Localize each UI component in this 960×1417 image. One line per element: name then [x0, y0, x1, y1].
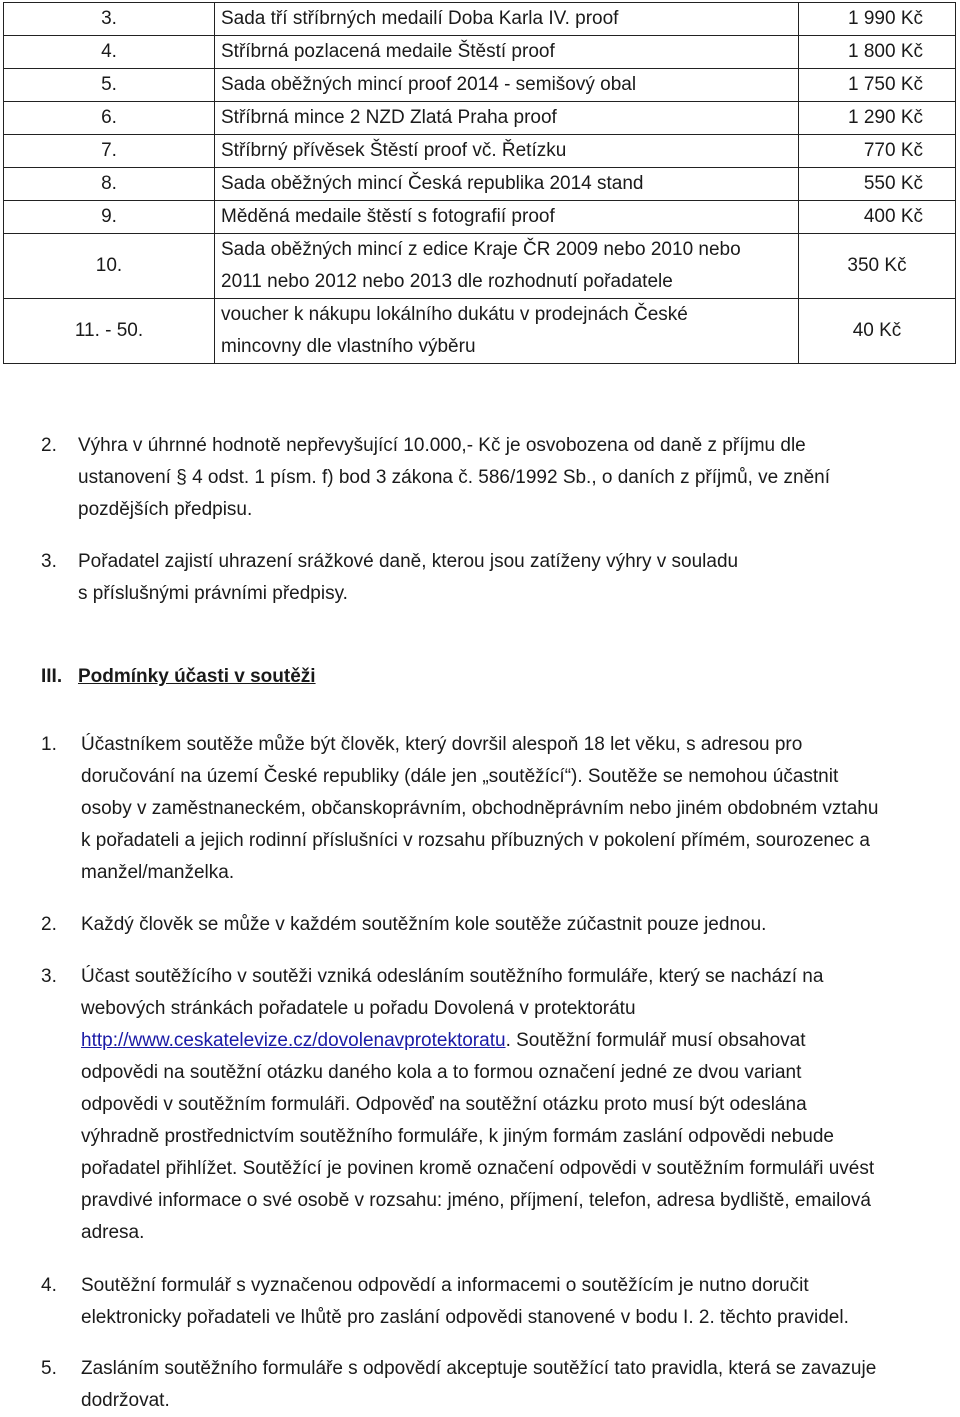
- condition-line: adresa.: [81, 1222, 145, 1243]
- paragraph-text: [78, 430, 918, 526]
- condition-line: Každý člověk se může v každém soutěžním kole soutěže zúčastnit pouze jednou.: [81, 914, 767, 935]
- condition-line: odpovědi v soutěžním formuláři. Odpověď na soutěžní otázku proto musí být odeslána: [81, 1094, 807, 1115]
- condition-line: k pořadateli a jejich rodinní příslušníci v rozsahu příbuzných v pokolení přímém, sourozenec a: [81, 830, 870, 851]
- table-row: [4, 3, 956, 36]
- prize-price: 1 750 Kč: [799, 69, 956, 102]
- prize-price: 1 990 Kč: [799, 3, 956, 36]
- condition-text: [81, 961, 957, 1249]
- table-row: [4, 168, 956, 201]
- condition-number: 1.: [41, 734, 57, 755]
- paragraph-text: [78, 546, 918, 610]
- prize-number: 7.: [4, 135, 215, 168]
- prize-number: 9.: [4, 201, 215, 234]
- condition-line: osoby v zaměstnaneckém, občanskoprávním, obchodněprávním nebo jiném obdobném vztahu: [81, 798, 879, 819]
- table-row: [4, 299, 956, 364]
- condition-number: 3.: [41, 966, 57, 987]
- prize-description-line: 2011 nebo 2012 nebo 2013 dle rozhodnutí pořadatele: [221, 271, 673, 292]
- condition-line: výhradně prostřednictvím soutěžního formuláře, k jiným formám zaslání odpovědi nebude: [81, 1126, 834, 1147]
- table-row: [4, 201, 956, 234]
- condition-line-rest: . Soutěžní formulář musí obsahovat: [505, 1030, 806, 1051]
- prize-table: [3, 2, 956, 364]
- prize-number: 4.: [4, 36, 215, 69]
- prize-description: Stříbrná mince 2 NZD Zlatá Praha proof: [215, 102, 799, 135]
- section-number: III.: [41, 666, 63, 687]
- paragraph-line: s příslušnými právními předpisy.: [78, 583, 348, 604]
- prize-description-line: voucher k nákupu lokálního dukátu v prodejnách České: [221, 304, 688, 325]
- condition-line: pořadatel přihlížet. Soutěžící je povinen kromě označení odpovědi v soutěžním formuláři uvést: [81, 1158, 875, 1179]
- condition-number: 5.: [41, 1358, 57, 1379]
- prize-description: Stříbrný přívěsek Štěstí proof vč. Řetízku: [215, 135, 799, 168]
- prize-description: Stříbrná pozlacená medaile Štěstí proof: [215, 36, 799, 69]
- condition-line: pravdivé informace o své osobě v rozsahu: jméno, příjmení, telefon, adresa bydliště, emailová: [81, 1190, 871, 1211]
- prize-description: Sada oběžných mincí proof 2014 - semišový obal: [215, 69, 799, 102]
- condition-text: [81, 729, 957, 889]
- prize-price: 1 800 Kč: [799, 36, 956, 69]
- prize-description: Měděná medaile štěstí s fotografií proof: [215, 201, 799, 234]
- condition-line: dodržovat.: [81, 1390, 170, 1411]
- prize-number: 10.: [4, 234, 215, 299]
- prize-price: 400 Kč: [799, 201, 956, 234]
- condition-line: webových stránkách pořadatele u pořadu Dovolená v protektorátu: [81, 998, 636, 1019]
- prize-description-line: mincovny dle vlastního výběru: [221, 336, 476, 357]
- section-title: Podmínky účasti v soutěži: [78, 666, 316, 687]
- table-row: [4, 102, 956, 135]
- prize-price: 40 Kč: [799, 299, 956, 364]
- condition-line: manžel/manželka.: [81, 862, 235, 883]
- prize-description: Sada oběžných mincí Česká republika 2014 stand: [215, 168, 799, 201]
- condition-line: doručování na území České republiky (dále jen „soutěžící“). Soutěže se nemohou účastnit: [81, 766, 839, 787]
- prize-price: 350 Kč: [799, 234, 956, 299]
- table-row: [4, 36, 956, 69]
- condition-line: elektronicky pořadateli ve lhůtě pro zaslání odpovědi stanovené v bodu I. 2. těchto pravidel.: [81, 1307, 849, 1328]
- prize-price: 550 Kč: [799, 168, 956, 201]
- condition-number: 2.: [41, 914, 57, 935]
- prize-number: 3.: [4, 3, 215, 36]
- condition-line: Zasláním soutěžního formuláře s odpovědí akceptuje soutěžící tato pravidla, která se zavazuje: [81, 1358, 877, 1379]
- condition-text: [81, 909, 957, 941]
- prize-description: [215, 234, 799, 299]
- table-row: [4, 234, 956, 299]
- condition-line: [81, 1025, 957, 1057]
- paragraph-line: ustanovení § 4 odst. 1 písm. f) bod 3 zákona č. 586/1992 Sb., o daních z příjmů, ve znění: [78, 467, 831, 488]
- prize-description-line: Sada oběžných mincí z edice Kraje ČR 2009 nebo 2010 nebo: [221, 239, 741, 260]
- prize-number: 11. - 50.: [4, 299, 215, 364]
- prize-description: [215, 299, 799, 364]
- contest-form-link[interactable]: http://www.ceskatelevize.cz/dovolenavprotektoratu: [81, 1030, 506, 1051]
- prize-price: 770 Kč: [799, 135, 956, 168]
- paragraph-number: 3.: [41, 551, 57, 572]
- paragraph-line: pozdějších předpisu.: [78, 499, 253, 520]
- paragraph-line: Pořadatel zajistí uhrazení srážkové daně, kterou jsou zatíženy výhry v souladu: [78, 551, 739, 572]
- condition-text: [81, 1353, 957, 1417]
- condition-line: odpovědi na soutěžní otázku daného kola a to formou označení jedné ze dvou variant: [81, 1062, 802, 1083]
- prize-number: 8.: [4, 168, 215, 201]
- prize-description: Sada tří stříbrných medailí Doba Karla IV. proof: [215, 3, 799, 36]
- paragraph-line: Výhra v úhrnné hodnotě nepřevyšující 10.000,- Kč je osvobozena od daně z příjmu dle: [78, 435, 806, 456]
- condition-line: Soutěžní formulář s vyznačenou odpovědí a informacemi o soutěžícím je nutno doručit: [81, 1275, 809, 1296]
- prize-number: 5.: [4, 69, 215, 102]
- prize-price: 1 290 Kč: [799, 102, 956, 135]
- condition-line: Účastníkem soutěže může být člověk, který dovršil alespoň 18 let věku, s adresou pro: [81, 734, 803, 755]
- table-row: [4, 69, 956, 102]
- prize-table-body: [4, 3, 956, 364]
- prize-number: 6.: [4, 102, 215, 135]
- paragraph-number: 2.: [41, 435, 57, 456]
- condition-line: Účast soutěžícího v soutěži vzniká odesláním soutěžního formuláře, který se nachází na: [81, 966, 824, 987]
- condition-text: [81, 1270, 957, 1334]
- table-row: [4, 135, 956, 168]
- condition-number: 4.: [41, 1275, 57, 1296]
